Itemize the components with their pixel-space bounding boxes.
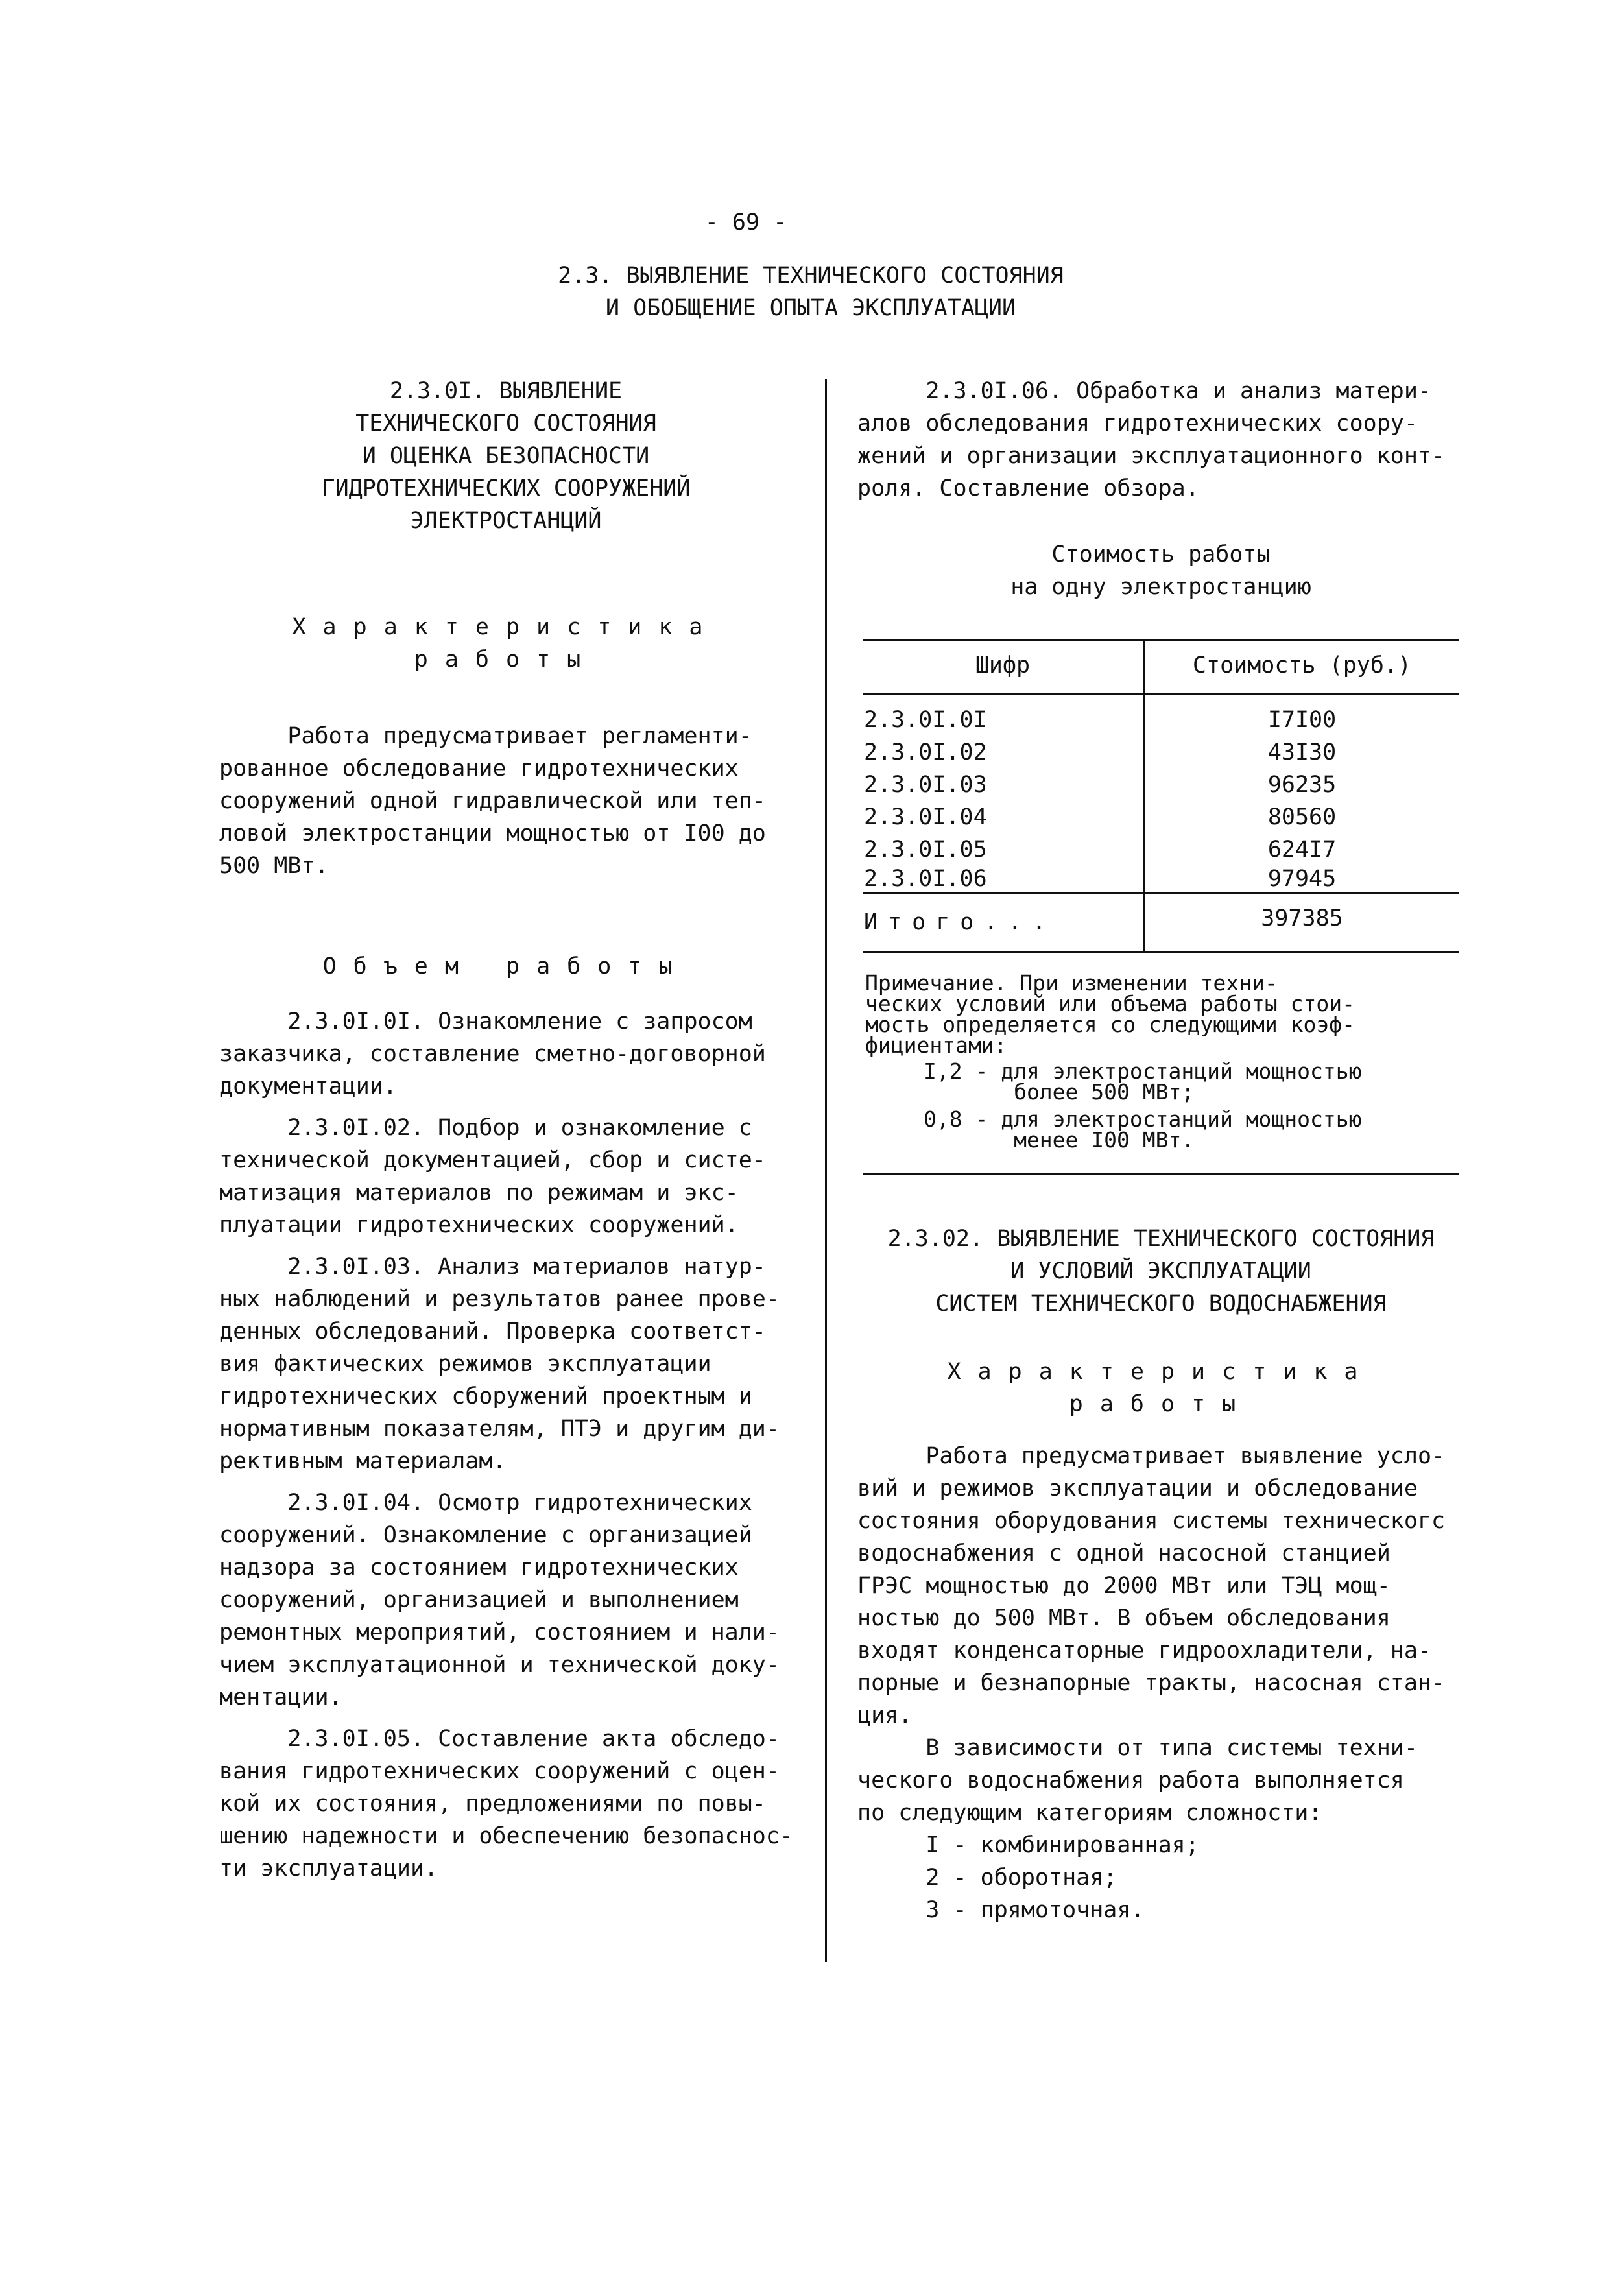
text-line: состояния оборудования системы техническогс xyxy=(857,1508,1446,1534)
text-line: ция. xyxy=(857,1703,913,1729)
heading-line: И ОЦЕНКА БЕЗОПАСНОСТИ xyxy=(362,443,650,469)
note-line: менее I00 МВт. xyxy=(924,1127,1195,1153)
text-line: чием эксплуатационной и технической доку- xyxy=(219,1652,780,1678)
heading-line: Характеристика xyxy=(292,614,720,640)
text-line: сооружений, организацией и выполнением xyxy=(219,1587,739,1613)
text-line: ГРЭС мощностью до 2000 МВт или ТЭЦ мощ- xyxy=(857,1573,1391,1599)
text-line: ловой электростанции мощностью от I00 до xyxy=(219,820,766,846)
page-number: - 69 - xyxy=(704,209,787,235)
left-char-text xyxy=(219,720,766,882)
text-line: рованное обследование гидротехнических xyxy=(219,756,739,782)
text-line: 2.3.0I.03. Анализ материалов натур- xyxy=(219,1254,766,1280)
text-line: 2.3.0I.0I. Ознакомление с запросом xyxy=(219,1009,752,1035)
heading-line: ТЕХНИЧЕСКОГО СОСТОЯНИЯ xyxy=(355,411,656,437)
main-heading-line: 2.3. ВЫЯВЛЕНИЕ ТЕХНИЧЕСКОГО СОСТОЯНИЯ xyxy=(558,263,1064,289)
left-volume-heading: Объем работы xyxy=(322,953,689,979)
text-line: ческого водоснабжения работа выполняется xyxy=(857,1767,1404,1793)
table-cell-code: 2.3.0I.0I xyxy=(864,707,987,733)
work-item xyxy=(219,1250,793,1477)
note-line: Примечание. При изменении техни- xyxy=(865,970,1278,996)
table-total-label: Итого... xyxy=(864,909,1057,935)
table-bottom-rule xyxy=(863,951,1459,953)
cost-table xyxy=(863,639,1459,957)
table-top-rule xyxy=(863,639,1459,641)
text-line: заказчика, составление сметно-договорной xyxy=(219,1041,766,1067)
right-char-text xyxy=(857,1440,1445,1926)
text-line: ти эксплуатации. xyxy=(219,1856,438,1882)
table-header-rule xyxy=(863,693,1459,695)
table-cell-code: 2.3.0I.04 xyxy=(864,804,987,830)
text-line: 2.3.0I.04. Осмотр гидротехнических xyxy=(219,1490,752,1516)
note-line: фициентами: xyxy=(865,1033,1007,1058)
table-cell-code: 2.3.0I.06 xyxy=(864,866,987,892)
text-line: роля. Составление обзора. xyxy=(857,475,1199,501)
main-heading xyxy=(422,259,1200,324)
text-line: 500 МВт. xyxy=(219,853,329,879)
text-line: жений и организации эксплуатационного конт- xyxy=(857,443,1446,469)
heading-line: И УСЛОВИЙ ЭКСПЛУАТАЦИИ xyxy=(1010,1258,1311,1284)
table-cell-cost: 96235 xyxy=(1267,772,1337,798)
caption-line: на одну электростанцию xyxy=(1010,574,1311,600)
table-total-value: 397385 xyxy=(1261,905,1343,931)
heading-line: работы xyxy=(414,647,598,673)
note-line: ческих условий или объема работы стои- xyxy=(865,991,1355,1016)
text-line: по следующим категориям сложности: xyxy=(857,1800,1322,1826)
text-line: гидротехнических сборужений проектным и xyxy=(219,1383,752,1409)
text-line: порные и безнапорные тракты, насосная стан- xyxy=(857,1670,1446,1696)
table-caption xyxy=(863,538,1459,603)
note-bottom-rule xyxy=(863,1173,1459,1175)
text-line: 3 - прямоточная. xyxy=(857,1897,1145,1923)
heading-line: ЭЛЕКТРОСТАНЦИЙ xyxy=(410,508,602,534)
heading-line: СИСТЕМ ТЕХНИЧЕСКОГО ВОДОСНАБЖЕНИЯ xyxy=(935,1291,1387,1317)
text-line: 2.3.0I.06. Обработка и анализ матери- xyxy=(857,378,1432,404)
work-item xyxy=(219,1487,793,1714)
text-line: нормативным показателям, ПТЭ и другим ди- xyxy=(219,1416,780,1442)
table-header-cost: Стоимость (руб.) xyxy=(1192,652,1412,678)
table-cell-cost: 80560 xyxy=(1267,804,1337,830)
left-char-heading xyxy=(221,611,791,676)
text-line: сооружений одной гидравлической или теп- xyxy=(219,788,766,814)
text-line: 2.3.0I.02. Подбор и ознакомление с xyxy=(219,1115,752,1141)
text-line: ных наблюдений и результатов ранее прове- xyxy=(219,1286,780,1312)
right-item6 xyxy=(857,375,1445,505)
table-header-code: Шифр xyxy=(975,652,1031,678)
work-item xyxy=(219,1723,793,1885)
text-line: ностью до 500 МВт. В объем обследования xyxy=(857,1605,1391,1631)
text-line: В зависимости от типа системы техни- xyxy=(857,1735,1418,1761)
text-line: денных обследований. Проверка соответст- xyxy=(219,1319,766,1345)
text-line: вания гидротехнических сооружений с оцен- xyxy=(219,1758,780,1784)
text-line: плуатации гидротехнических сооружений. xyxy=(219,1212,739,1238)
table-cell-cost: I7I00 xyxy=(1267,707,1337,733)
text-line: матизация материалов по режимам и экс- xyxy=(219,1180,739,1206)
column-divider xyxy=(825,379,827,1962)
text-line: кой их состояния, предложениями по повы- xyxy=(219,1791,766,1817)
note-line: 0,8 - для электростанций мощностью xyxy=(924,1107,1362,1132)
heading-line: работы xyxy=(1069,1391,1253,1417)
work-item xyxy=(219,1005,793,1103)
text-line: вия фактических режимов эксплуатации xyxy=(219,1351,711,1377)
main-heading-line: И ОБОБЩЕНИЕ ОПЫТА ЭКСПЛУАТАЦИИ xyxy=(605,295,1016,321)
heading-line: 2.3.02. ВЫЯВЛЕНИЕ ТЕХНИЧЕСКОГО СОСТОЯНИЯ xyxy=(887,1226,1435,1252)
table-cell-code: 2.3.0I.03 xyxy=(864,772,987,798)
text-line: Работа предусматривает регламенти- xyxy=(219,723,752,749)
text-line: документации. xyxy=(219,1073,397,1099)
left-items xyxy=(219,1005,793,1885)
table-cell-cost: 624I7 xyxy=(1267,837,1337,863)
text-line: водоснабжения с одной насосной станцией xyxy=(857,1540,1391,1566)
heading-line: 2.3.0I. ВЫЯВЛЕНИЕ xyxy=(389,378,623,404)
table-cell-code: 2.3.0I.05 xyxy=(864,837,987,863)
table-cell-cost: 97945 xyxy=(1267,866,1337,892)
note-line: мость определяется со следующими коэф- xyxy=(865,1012,1355,1037)
text-line: Работа предусматривает выявление усло- xyxy=(857,1443,1446,1469)
caption-line: Стоимость работы xyxy=(1051,542,1271,568)
text-line: I - комбинированная; xyxy=(857,1832,1199,1858)
work-item xyxy=(219,1112,793,1241)
text-line: рективным материалам. xyxy=(219,1448,507,1474)
text-line: надзора за состоянием гидротехнических xyxy=(219,1555,739,1581)
text-line: 2.3.0I.05. Составление акта обследо- xyxy=(219,1726,780,1752)
table-cell-code: 2.3.0I.02 xyxy=(864,739,987,765)
table-cell-cost: 43I30 xyxy=(1267,739,1337,765)
text-line: входят конденсаторные гидроохладители, на- xyxy=(857,1638,1432,1664)
section-2-heading xyxy=(863,1223,1459,1320)
text-line: шению надежности и обеспечению безопаснос- xyxy=(219,1823,794,1849)
text-line: ремонтных мероприятий, состоянием и нали- xyxy=(219,1620,780,1645)
note-line: более 500 МВт; xyxy=(924,1079,1195,1105)
heading-line: Характеристика xyxy=(947,1359,1375,1385)
text-line: 2 - оборотная; xyxy=(857,1865,1117,1891)
left-section-heading xyxy=(221,375,791,537)
text-line: сооружений. Ознакомление с организацией xyxy=(219,1522,752,1548)
text-line: технической документацией, сбор и систе- xyxy=(219,1147,766,1173)
text-line: ментации. xyxy=(219,1684,342,1710)
text-line: вий и режимов эксплуатации и обследование xyxy=(857,1476,1418,1501)
note-line: I,2 - для электростанций мощностью xyxy=(924,1059,1362,1084)
text-line: алов обследования гидротехнических соору- xyxy=(857,411,1418,437)
table-note xyxy=(865,970,1362,1153)
right-char-heading xyxy=(863,1356,1459,1420)
heading-line: ГИДРОТЕХНИЧЕСКИХ СООРУЖЕНИЙ xyxy=(321,475,691,501)
